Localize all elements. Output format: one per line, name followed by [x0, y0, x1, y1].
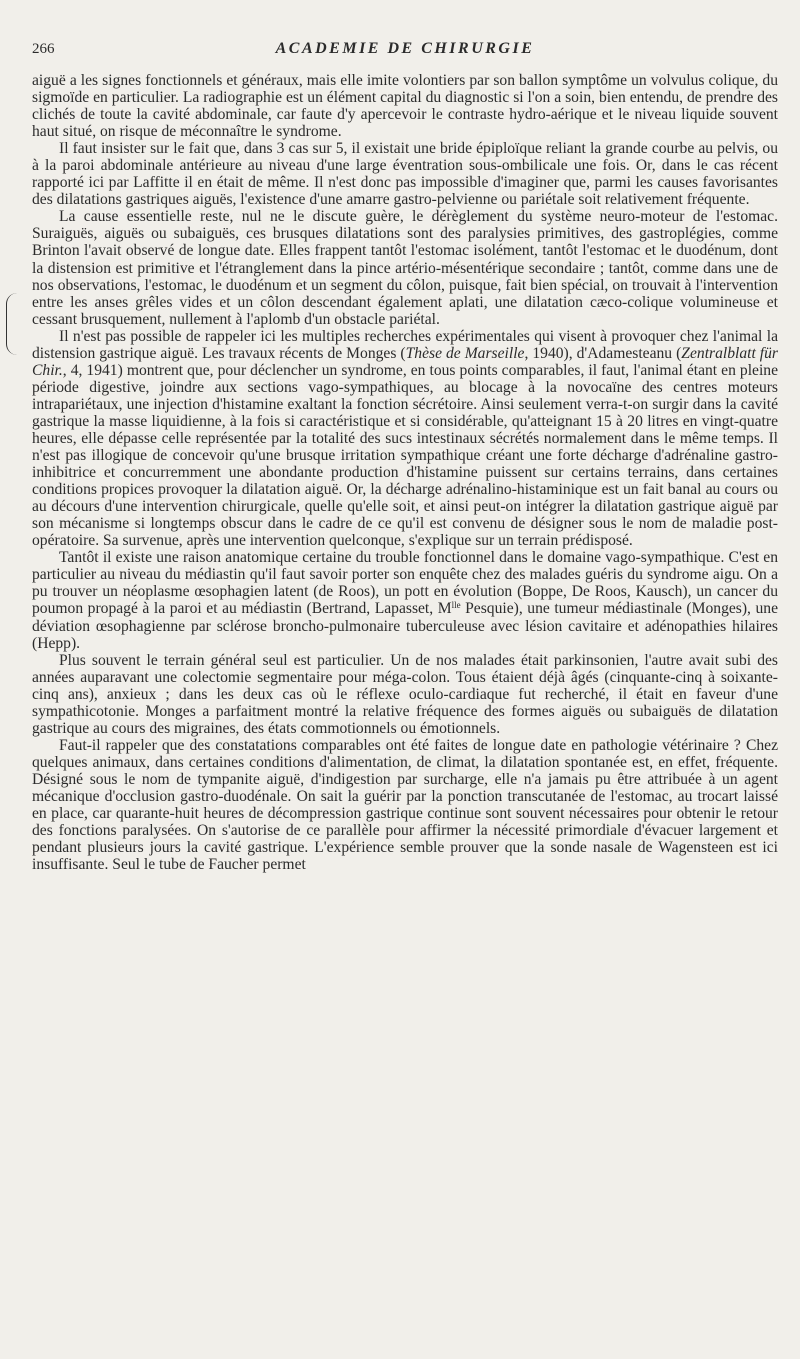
article-body: [32, 72, 778, 873]
paragraph-7: Faut-il rappeler que des constatations comparables ont été faites de longue date en pathologie vétérinaire ? Chez quelques animaux, dans certaines conditions d'alimentation, de climat, la dilatation spontanée est, en effet, fréquente. Désigné sous le nom de tympanite aiguë, d'indigestion par surcharge, elle n'a jamais pu être attribuée à un agent mécanique d'occlusion gastro-duodénale. On sait la guérir par la ponction transcutanée de l'estomac, au trocart laissé en place, car quarante-huit heures de décompression gastrique continue sont souvent nécessaires pour obtenir le retour des fonctions paralysées. On s'autorise de ce parallèle pour affirmer la nécessité primordiale d'évacuer largement et pendant plusieurs jours la cavité gastrique. L'expérience semble prouver que la sonde nasale de Wagensteen est ici insuffisante. Seul le tube de Faucher permet: [32, 736, 778, 874]
paragraph-1: aiguë a les signes fonctionnels et généraux, mais elle imite volontiers par son ballon symptôme un volvulus colique, du sigmoïde en particulier. La radiographie est un élément capital du diagnostic si l'on a soin, bien entendu, de prendre des clichés de toute la cavité abdominale, car faute d'y apercevoir le contraste hydro-aérique et le niveau liquide souvent haut situé, on risque de méconnaître le syndrome.: [32, 72, 778, 141]
citation-title: Zentralblatt für Chir.: [32, 344, 778, 379]
paragraph-4: Il n'est pas possible de rappeler ici les multiples recherches expérimentales qui visent à provoquer chez l'animal la distension gastrique aiguë. Les travaux récents de Monges (Thèse de Marseille, 1940), d'Adamesteanu (Zentralblatt für Chir., 4, 1941) montrent que, pour déclencher un syndrome, en tous points comparables, il faut, l'animal étant en pleine période digestive, joindre aux sections vago-sympathiques, au blocage à la novocaïne des centres moteurs intrapariétaux, une injection d'histamine exaltant la fonction sécrétoire. Ainsi seulement verra-t-on surgir dans la cavité gastrique la masse liquidienne, à la fois si caractéristique et si considérable, qu'atteignant 15 à 20 litres en vingt-quatre heures, elle dépasse celle représentée par la totalité des sucs intestinaux sécrétés normalement dans le même temps. Il n'est pas illogique de concevoir qu'une brusque irritation sympathique créant une forte décharge d'adrénaline gastro-inhibitrice et concurremment une abondante production d'histamine puissent sur certains terrains, dans certaines conditions propices provoquer la dilatation aiguë. Or, la décharge adrénalino-histaminique est un fait banal au cours ou au décours d'une intervention chirurgicale, quelle qu'elle soit, et ainsi peut-on intégrer la dilatation gastrique aiguë par son mécanisme si longtemps obscur dans le cadre de ce qu'il est convenu de désigner sous le nom de maladie post-opératoire. Sa survenue, après une intervention quelconque, s'explique sur un terrain prédisposé.: [32, 327, 778, 550]
running-head: ACADEMIE DE CHIRURGIE: [275, 40, 535, 57]
superscript: lle: [451, 600, 461, 611]
paragraph-3: La cause essentielle reste, nul ne le discute guère, le dérèglement du système neuro-moteur de l'estomac. Suraiguës, aiguës ou subaiguës, ces brusques dilatations sont des paralysies primitives, des gastroplégies, comme Brinton l'avait observé de longue date. Elles frappent tantôt l'estomac isolément, tantôt l'estomac et le duodénum, dont la distension est primitive et l'étranglement dans la pince artério-mésentérique secondaire ; tantôt, comme dans une de nos observations, l'estomac, le duodénum et un segment du côlon, puisque, fait bien spécial, on trouvait à l'intervention entre les anses grêles vides et un côlon descendant également aplati, une dilatation cæco-colique volumineuse et cessant brusquement, nullement à l'aplomb d'un obstacle pariétal.: [32, 208, 778, 328]
page-header: [32, 40, 778, 70]
citation-title: Thèse de Marseille: [405, 344, 525, 362]
margin-bracket-mark: [6, 293, 17, 355]
paragraph-5: Tantôt il existe une raison anatomique certaine du trouble fonctionnel dans le domaine vago-sympathique. C'est en particulier au niveau du médiastin qu'il faut savoir porter son enquête chez des malades guéris du syndrome aigu. On a pu trouver un néoplasme œsophagien latent (de Roos), un pott en évolution (Boppe, De Roos, Kausch), un cancer du poumon propagé à la paroi et au médiastin (Bertrand, Lapasset, $M^{lle}$ Pesquie), une tumeur médiastinale (Monges), une déviation œsophagienne par sclérose broncho-pulmonaire tuberculeuse avec lésion cavitaire et adénopathies hilaires (Hepp).: [32, 549, 779, 652]
paragraph-2: Il faut insister sur le fait que, dans 3 cas sur 5, il existait une bride épiploïque reliant la grande courbe au pelvis, ou à la paroi abdominale antérieure au niveau d'une large éventration sous-ombilicale une fois. Or, dans le cas récent rapporté ici par Laffitte il en était de même. Il n'est donc pas impossible d'imaginer que, parmi les causes favorisantes des dilatations gastriques aiguës, l'existence d'une amarre gastro-pelvienne ou pariétale soit relativement fréquente.: [32, 140, 778, 209]
page-number: 266: [32, 41, 55, 57]
paragraph-6: Plus souvent le terrain général seul est particulier. Un de nos malades était parkinsonien, l'autre avait subi des années auparavant une colectomie segmentaire pour méga-colon. Tous étaient déjà âgés (cinquante-cinq à soixante-cinq ans), anxieux ; dans les deux cas où le réflexe oculo-cardiaque fut recherché, il était en faveur d'une sympathicotonie. Monges a parfaitment montré la relative fréquence des formes aiguës ou subaiguës de dilatation gastrique au cours des migraines, des états commotionnels ou émotionnels.: [32, 651, 778, 737]
